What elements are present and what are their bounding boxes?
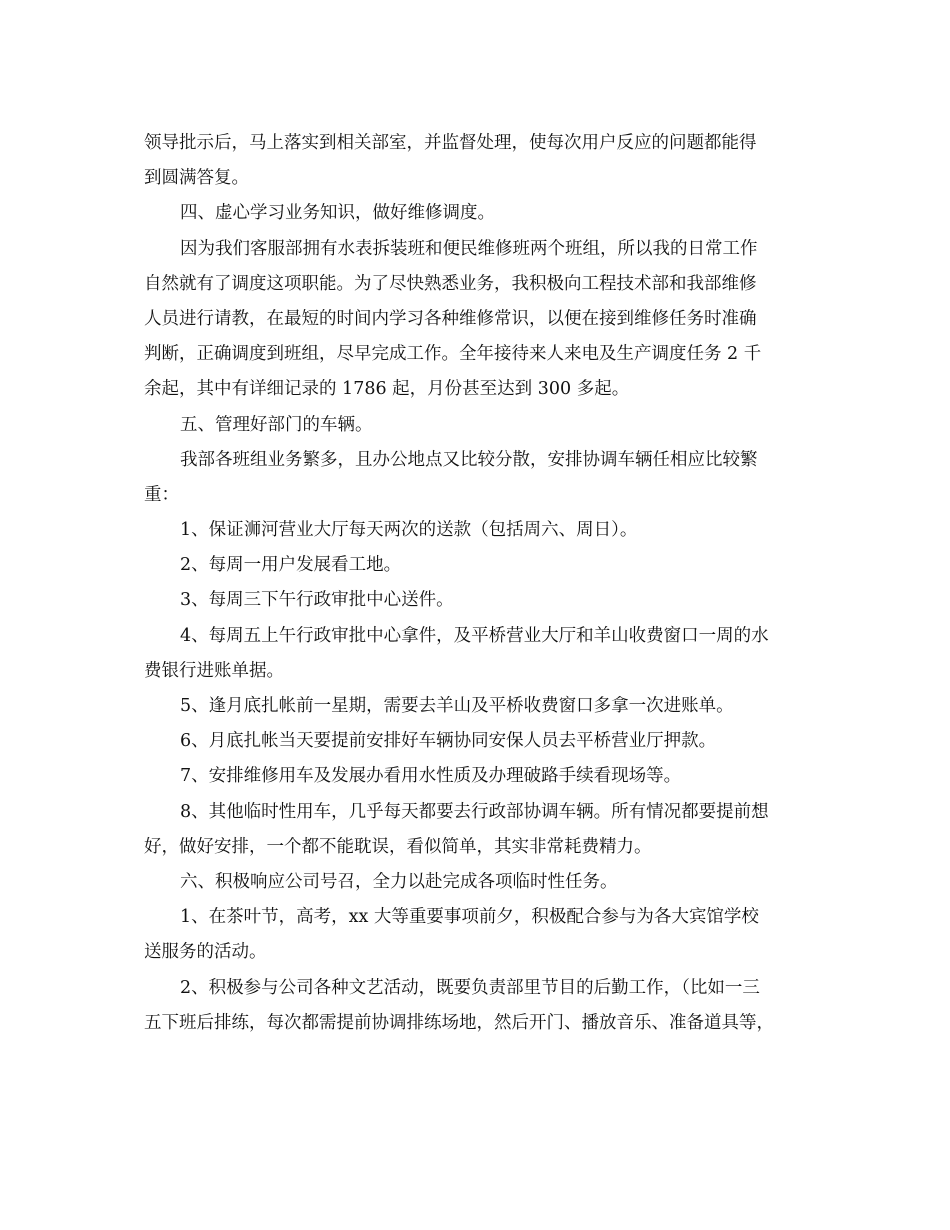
list-item: 2、每周一用户发展看工地。 bbox=[180, 555, 402, 576]
section-heading: 四、虚心学习业务知识，做好维修调度。 bbox=[180, 203, 495, 224]
list-item: 8、其他临时性用车，几乎每天都要去行政部协调车辆。所有情况都要提前想 bbox=[180, 801, 769, 822]
text-line: 判断，正确调度到班组，尽早完成工作。全年接待来人来电及生产调度任务 2 千 bbox=[144, 344, 762, 365]
text-line: 送服务的活动。 bbox=[144, 942, 267, 963]
text-line: 到圆满答复。 bbox=[144, 168, 249, 189]
list-item: 2、积极参与公司各种文艺活动，既要负责部里节目的后勤工作，（比如一三 bbox=[180, 977, 760, 998]
text-line: 五下班后排练，每次都需提前协调排练场地，然后开门、播放音乐、准备道具等， bbox=[144, 1012, 774, 1033]
section-heading: 六、积极响应公司号召，全力以赴完成各项临时性任务。 bbox=[180, 871, 618, 892]
text-line: 余起，其中有详细记录的 1786 起，月份甚至达到 300 多起。 bbox=[144, 379, 630, 400]
text-line: 我部各班组业务繁多，且办公地点又比较分散，安排协调车辆任相应比较繁 bbox=[180, 449, 758, 470]
list-item: 3、每周三下午行政审批中心送件。 bbox=[180, 590, 454, 611]
list-item: 5、逢月底扎帐前一星期，需要去羊山及平桥收费窗口多拿一次进账单。 bbox=[180, 696, 734, 716]
text-line: 好，做好安排，一个都不能耽误，看似简单，其实非常耗费精力。 bbox=[144, 836, 652, 857]
text-line: 人员进行请教，在最短的时间内学习各种维修常识，以便在接到维修任务时准确 bbox=[144, 308, 757, 329]
text-line: 自然就有了调度这项职能。为了尽快熟悉业务，我积极向工程技术部和我部维修 bbox=[144, 273, 757, 294]
list-item: 4、每周五上午行政审批中心拿件，及平桥营业大厅和羊山收费窗口一周的水 bbox=[180, 625, 769, 646]
text-line: 领导批示后，马上落实到相关部室，并监督处理，使每次用户反应的问题都能得 bbox=[144, 133, 757, 153]
list-item: 6、月底扎帐当天要提前安排好车辆协同安保人员去平桥营业厅押款。 bbox=[180, 731, 717, 752]
text-line: 因为我们客服部拥有水表拆装班和便民维修班两个班组，所以我的日常工作 bbox=[180, 238, 758, 259]
list-item: 1、在茶叶节，高考，xx 大等重要事项前夕，积极配合参与为各大宾馆学校 bbox=[180, 907, 759, 928]
document-body bbox=[144, 126, 814, 1041]
section-heading: 五、管理好部门的车辆。 bbox=[180, 414, 373, 435]
text-line: 重： bbox=[144, 484, 179, 505]
list-item: 7、安排维修用车及发展办看用水性质及办理破路手续看现场等。 bbox=[180, 766, 682, 787]
text-line: 费银行进账单据。 bbox=[144, 660, 284, 681]
list-item: 1、保证浉河营业大厅每天两次的送款（包括周六、周日）。 bbox=[180, 520, 638, 541]
